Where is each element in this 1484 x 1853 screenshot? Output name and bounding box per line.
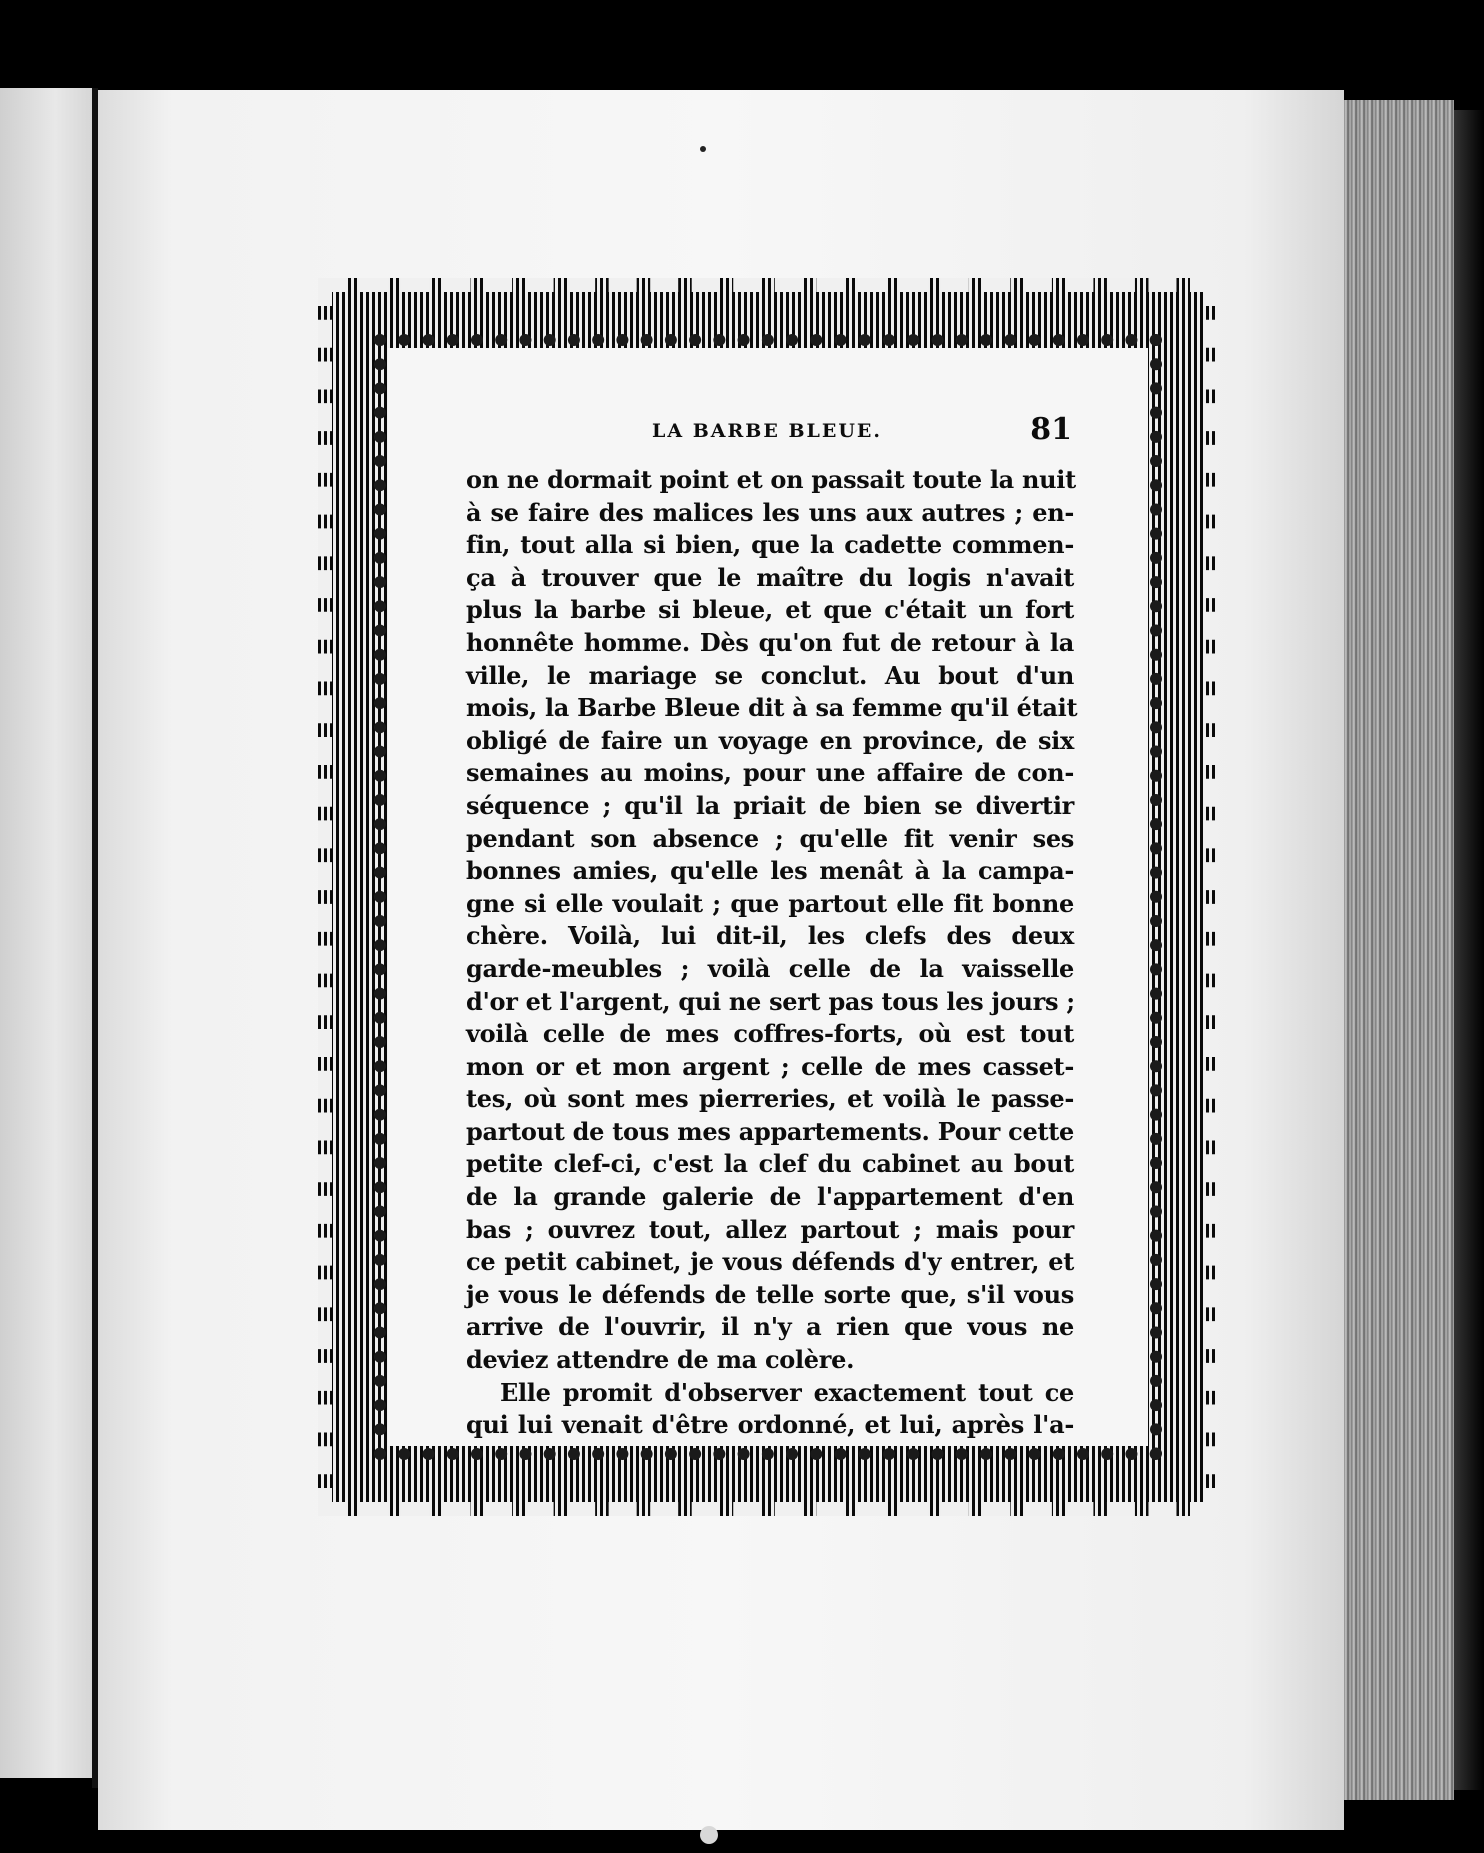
text-line: honnête homme. Dès qu'on fut de retour à la [466,627,1074,657]
text-line: de la grande galerie de l'appartement d'en [466,1182,1074,1212]
text-line: bas ; ouvrez tout, allez partout ; mais pour [466,1214,1074,1244]
body-text [466,464,1078,1442]
text-line: qui lui venait d'être ordonné, et lui, après l'a- [466,1410,1074,1440]
text-line: mois, la Barbe Bleue dit à sa femme qu'il était [466,693,1078,723]
ink-dot [700,146,706,152]
page-text-block [466,412,1078,1442]
left-page-edge [0,88,92,1778]
text-line: d'or et l'argent, qui ne sert pas tous les jours ; [466,986,1075,1016]
text-line: voilà celle de mes coffres-forts, où est tout [466,1019,1074,1049]
text-line: tes, où sont mes pierreries, et voilà le passe- [466,1084,1074,1114]
text-line: bonnes amies, qu'elle les menât à la campa- [466,856,1074,886]
text-line: partout de tous mes appartements. Pour cette [466,1116,1074,1146]
bottom-page-mark [700,1826,718,1844]
text-line: deviez attendre de ma colère. [466,1345,855,1375]
text-line: petite clef-ci, c'est la clef du cabinet au bout [466,1149,1074,1179]
text-line: gne si elle voulait ; que partout elle fit bonne [466,888,1074,918]
running-head [466,412,1074,456]
text-line: mon or et mon argent ; celle de mes casset- [466,1051,1074,1081]
text-line: plus la barbe si bleue, et que c'était un fort [466,595,1074,625]
text-line: obligé de faire un voyage en province, de six [466,725,1074,755]
text-line: semaines au moins, pour une affaire de con- [466,758,1074,788]
text-line: Elle promit d'observer exactement tout ce [500,1377,1074,1407]
text-line: fin, tout alla si bien, que la cadette commen- [466,530,1074,560]
text-line: séquence ; qu'il la priait de bien se divertir [466,790,1074,820]
text-line: chère. Voilà, lui dit-il, les clefs des deux [466,921,1074,951]
running-title: LA BARBE BLEUE. [652,420,883,442]
text-line: je vous le défends de telle sorte que, s'il vous [466,1279,1074,1309]
text-line: à se faire des malices les uns aux autres ; en- [466,497,1074,527]
text-line: ça à trouver que le maître du logis n'avait [466,562,1074,592]
text-line: on ne dormait point et on passait toute la nuit [466,465,1076,494]
page-edges [1344,100,1454,1800]
text-line: ce petit cabinet, je vous défends d'y entrer, et [466,1247,1074,1277]
text-line: pendant son absence ; qu'elle fit venir ses [466,823,1074,853]
text-line: garde-meubles ; voilà celle de la vaisselle [466,953,1074,983]
page-number: 81 [1030,412,1072,447]
page-edges-shadow [1454,110,1484,1790]
text-line: arrive de l'ouvrir, il n'y a rien que vous ne [466,1312,1074,1342]
text-line: ville, le mariage se conclut. Au bout d'un [466,660,1074,690]
